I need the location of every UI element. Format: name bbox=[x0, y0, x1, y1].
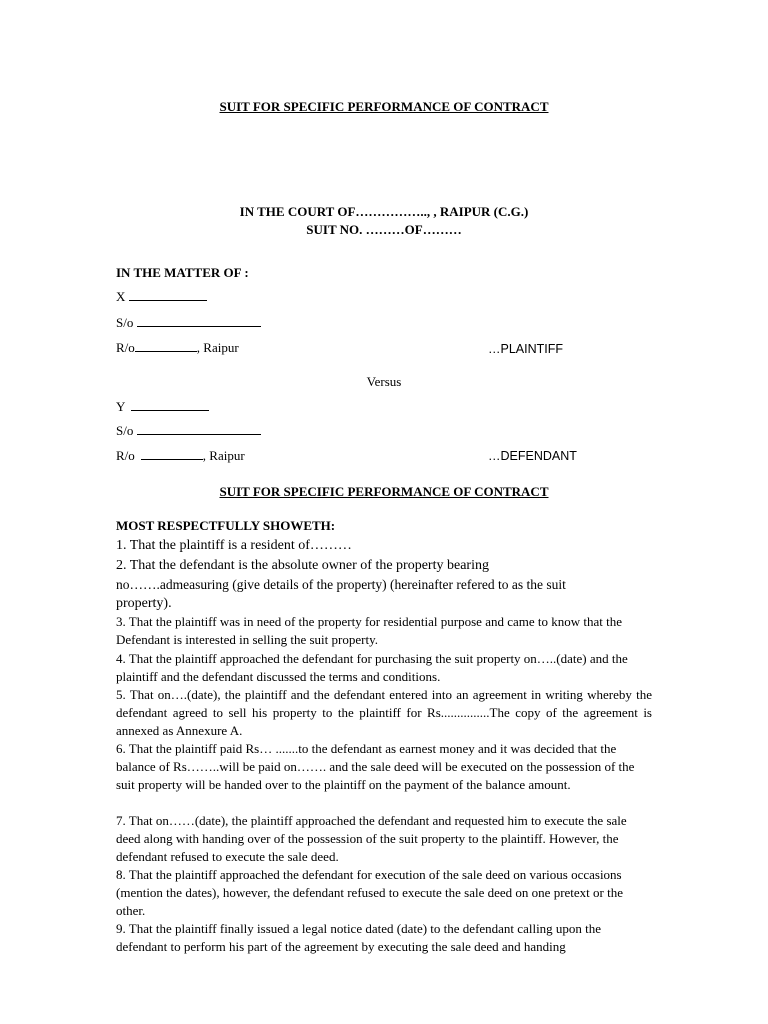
plaintiff-so-blank bbox=[137, 314, 261, 327]
plaintiff-so-label: S/o bbox=[116, 315, 134, 330]
paragraph-4-text: 4. That the plaintiff approached the defendant for purchasing the suit property on…..(date) and the plaintiff and the defendant discussed the terms and conditions. bbox=[116, 651, 628, 684]
plaintiff-name-blank bbox=[129, 288, 207, 301]
paragraph-2-line3: property). bbox=[116, 596, 172, 611]
defendant-role: …DEFENDANT bbox=[488, 449, 577, 463]
defendant-ro-label: R/o bbox=[116, 448, 135, 463]
section-subtitle: SUIT FOR SPECIFIC PERFORMANCE OF CONTRACT bbox=[219, 484, 549, 499]
paragraph-5-text: 5. That on….(date), the plaintiff and the defendant entered into an agreement in writing whereby the defendant agreed to sell his property to the plaintiff for Rs...............The copy of the agreement is annexed as Annexure A. bbox=[116, 687, 652, 738]
defendant-ro-field bbox=[116, 447, 245, 465]
defendant-ro-city: , Raipur bbox=[202, 448, 245, 463]
paragraph-7-text: 7. That on……(date), the plaintiff approached the defendant and requested him to execute the sale deed along with handing over of the possession of the suit property to the plaintiff. However, the defendant refused to execute the sale deed. bbox=[116, 813, 627, 864]
paragraph-3-text: 3. That the plaintiff was in need of the property for residential purpose and came to know that the Defendant is interested in selling the suit property. bbox=[116, 614, 623, 647]
paragraph-2-line1: 2. That the defendant is the absolute owner of the property bearing bbox=[116, 558, 489, 573]
paragraph-8-text: 8. That the plaintiff approached the defendant for execution of the sale deed on various occasions (mention the dates), however, the defendant refused to execute the sale deed on one pretext or the other. bbox=[116, 867, 623, 918]
defendant-so-field bbox=[116, 422, 261, 440]
paragraph-7 bbox=[116, 812, 652, 866]
plaintiff-ro-city: , Raipur bbox=[196, 340, 239, 355]
paragraph-6 bbox=[116, 740, 652, 794]
paragraph-9 bbox=[116, 920, 652, 956]
plaintiff-ro-field bbox=[116, 339, 239, 357]
paragraph-4 bbox=[116, 650, 652, 686]
paragraph-1 bbox=[116, 537, 652, 555]
paragraph-3 bbox=[116, 613, 652, 649]
plaintiff-role: …PLAINTIFF bbox=[488, 342, 564, 356]
defendant-so-blank bbox=[137, 422, 261, 435]
defendant-name-field bbox=[116, 398, 209, 416]
paragraph-5 bbox=[116, 686, 652, 740]
paragraph-2-line2: no…….admeasuring (give details of the property) (hereinafter refered to as the suit bbox=[116, 577, 566, 592]
court-line: IN THE COURT OF…………….., , RAIPUR (C.G.) bbox=[239, 204, 529, 219]
defendant-so-label: S/o bbox=[116, 423, 134, 438]
showeth-heading: MOST RESPECTFULLY SHOWETH: bbox=[116, 518, 336, 533]
paragraph-1-text: 1. That the plaintiff is a resident of……… bbox=[116, 538, 352, 553]
paragraph-9-text: 9. That the plaintiff finally issued a legal notice dated (date) to the defendant calling upon the defendant to perform his part of the agreement by executing the sale deed and handing bbox=[116, 921, 602, 954]
versus-label: Versus bbox=[366, 374, 402, 389]
suit-number-line: SUIT NO. ………OF……… bbox=[306, 222, 462, 237]
matter-heading: IN THE MATTER OF : bbox=[116, 265, 249, 280]
plaintiff-ro-blank bbox=[135, 339, 197, 352]
paragraph-8 bbox=[116, 866, 652, 920]
document-title: SUIT FOR SPECIFIC PERFORMANCE OF CONTRACT bbox=[219, 99, 549, 114]
defendant-name-blank bbox=[131, 398, 209, 411]
defendant-ro-blank bbox=[141, 447, 203, 460]
plaintiff-so-field bbox=[116, 314, 261, 332]
plaintiff-name-field bbox=[116, 288, 207, 306]
paragraph-2 bbox=[116, 556, 676, 613]
plaintiff-name-label: X bbox=[116, 289, 126, 304]
defendant-name-label: Y bbox=[116, 399, 126, 414]
paragraph-6-text: 6. That the plaintiff paid Rs… .......to the defendant as earnest money and it was decided that the balance of Rs……..will be paid on……. and the sale deed will be executed on the possession of the suit property will be handed over to the plaintiff on the payment of the balance amount. bbox=[116, 741, 635, 792]
plaintiff-ro-label: R/o bbox=[116, 340, 135, 355]
